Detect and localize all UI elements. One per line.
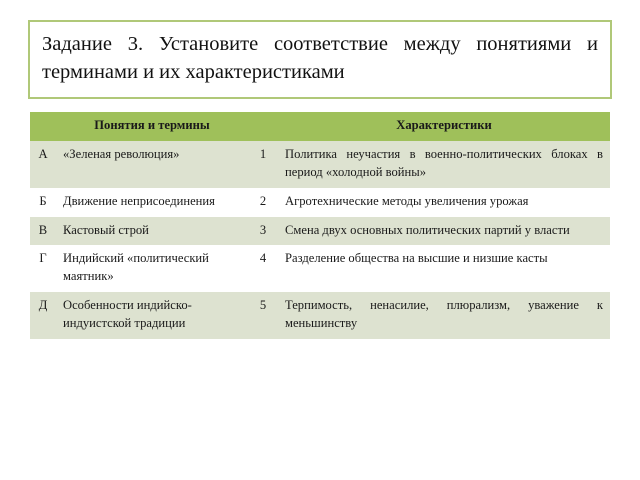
row-characteristic: Разделение общества на высшие и низшие касты [278, 245, 610, 292]
row-term: Индийский «политический маятник» [56, 245, 248, 292]
row-term: «Зеленая революция» [56, 141, 248, 188]
row-letter: Г [30, 245, 56, 292]
table-header-row [30, 112, 610, 141]
column-header-terms: Понятия и термины [56, 112, 248, 141]
row-term: Особенности индийско-индуистской традиции [56, 292, 248, 339]
row-number: 5 [248, 292, 278, 339]
row-number: 3 [248, 217, 278, 246]
column-header-number [248, 112, 278, 141]
table-row [30, 141, 610, 188]
column-header-letter [30, 112, 56, 141]
table-row [30, 292, 610, 339]
column-header-characteristics: Характеристики [278, 112, 610, 141]
table-row [30, 217, 610, 246]
row-number: 1 [248, 141, 278, 188]
matching-table [30, 112, 610, 339]
row-number: 2 [248, 188, 278, 217]
page-title: Задание 3. Установите соответствие между понятиями и терминами и их характеристиками [42, 33, 598, 84]
table-row [30, 245, 610, 292]
row-term: Кастовый строй [56, 217, 248, 246]
table-header [30, 112, 610, 141]
table-row [30, 188, 610, 217]
row-characteristic: Смена двух основных политических партий у власти [278, 217, 610, 246]
row-letter: Д [30, 292, 56, 339]
row-characteristic: Терпимость, ненасилие, плюрализм, уважение к меньшинству [278, 292, 610, 339]
row-letter: Б [30, 188, 56, 217]
row-term: Движение неприсоединения [56, 188, 248, 217]
row-characteristic: Агротехнические методы увеличения урожая [278, 188, 610, 217]
row-letter: А [30, 141, 56, 188]
title-box [28, 20, 612, 99]
row-letter: В [30, 217, 56, 246]
row-characteristic: Политика неучастия в военно-политических блоках в период «холодной войны» [278, 141, 610, 188]
row-number: 4 [248, 245, 278, 292]
table-body [30, 141, 610, 339]
